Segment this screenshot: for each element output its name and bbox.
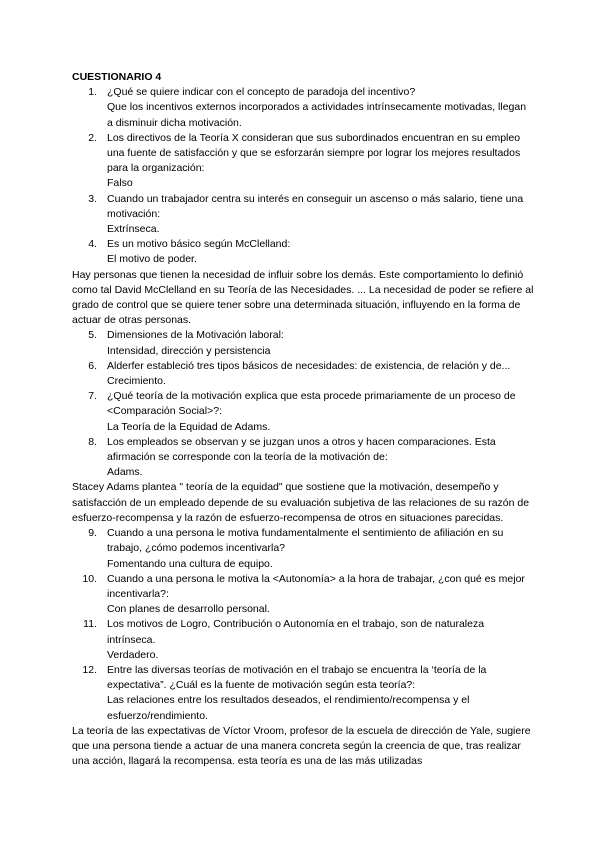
question-item <box>72 526 534 572</box>
question-text: Los directivos de la Teoría X consideran que sus subordinados encuentran en su empleo una fuente de satisfacción y que se esforzarán siempre por lograr los mejores resultados para la organización: <box>107 131 521 175</box>
question-number: 3. <box>88 192 97 205</box>
question-text: Dimensiones de la Motivación laboral: <box>107 329 284 342</box>
answer-text: Que los incentivos externos incorporados a actividades intrínsecamente motivadas, llegan a disminuir dicha motivación. <box>107 101 527 129</box>
question-text: Cuando a una persona le motiva fundamentalmente el sentimiento de afiliación en su trabajo, ¿cómo podemos incentivarla? <box>107 527 504 555</box>
question-number: 6. <box>88 359 97 372</box>
question-item <box>72 85 534 131</box>
answer-text: Intensidad, dirección y persistencia <box>107 344 271 357</box>
question-item <box>72 131 534 192</box>
question-item <box>72 359 534 389</box>
question-number: 12. <box>82 663 97 676</box>
question-number: 8. <box>88 435 97 448</box>
question-text: Alderfer estableció tres tipos básicos de necesidades: de existencia, de relación y de... <box>107 359 511 372</box>
question-text: Cuando un trabajador centra su interés en conseguir un ascenso o más salario, tiene una motivación: <box>107 192 524 220</box>
question-item <box>72 389 534 435</box>
question-number: 7. <box>88 390 97 403</box>
question-number: 1. <box>88 86 97 99</box>
question-text: Cuando a una persona le motiva la <Autonomía> a la hora de trabajar, ¿con qué es mejor incentivarla?: <box>107 572 525 600</box>
question-number: 4. <box>88 238 97 251</box>
question-text: ¿Qué teoría de la motivación explica que esta procede primariamente de un proceso de <Comparación Social>?: <box>107 390 516 418</box>
answer-text: Verdadero. <box>107 648 159 661</box>
vroom-paragraph: La teoría de las expectativas de Víctor Vroom, profesor de la escuela de dirección de Yale, sugiere que una persona tiende a actuar de una manera concreta según la creencia de que, tras realizar una acción, llagará la recompensa. esta teoría es una de las más utilizadas <box>72 724 531 768</box>
answer-text: Crecimiento. <box>107 375 166 388</box>
answer-text: Falso <box>107 177 133 190</box>
question-item <box>72 617 534 663</box>
answer-text: Fomentando una cultura de equipo. <box>107 557 273 570</box>
answer-text: Con planes de desarrollo personal. <box>107 603 270 616</box>
question-number: 11. <box>83 618 97 631</box>
adams-paragraph: Stacey Adams plantea " teoría de la equidad" que sostiene que la motivación, desempeño y satisfacción de un empleado depende de su evaluación subjetiva de las relaciones de su razón de esfuerzo-recompensa y la razón de esfuerzo-recompensa de otros en situaciones parecidas. <box>72 481 530 524</box>
answer-text: El motivo de poder. <box>107 253 197 266</box>
question-text: Los empleados se observan y se juzgan unos a otros y hacen comparaciones. Esta afirmación se corresponde con la teoría de la motivación de: <box>107 435 496 464</box>
question-number: 9. <box>88 527 97 540</box>
question-text: Entre las diversas teorías de motivación en el trabajo se encuentra la ‘teoría de la expectativa”. ¿Cuál es la fuente de motivación según esta teoría?: <box>107 663 487 692</box>
answer-text: Extrínseca. <box>107 223 160 236</box>
mcclelland-paragraph: Hay personas que tienen la necesidad de influir sobre los demás. Este comportamiento lo definió como tal David McClelland en su Teoría de las Necesidades. ... La necesidad de poder se refiere al grado de control que se quiere tener sobre una determinada situación, influyendo en la forma de actuar de otras personas. <box>72 268 534 327</box>
answer-text: La Teoría de la Equidad de Adams. <box>107 420 271 433</box>
question-item <box>72 572 534 618</box>
page-title: CUESTIONARIO 4 <box>72 71 162 83</box>
question-item <box>72 192 534 238</box>
question-text: Es un motivo básico según McClelland: <box>107 238 291 251</box>
question-item <box>72 237 534 267</box>
question-item <box>72 328 534 358</box>
question-text: Los motivos de Logro, Contribución o Autonomía en el trabajo, son de naturaleza intrínseca. <box>107 618 485 646</box>
question-item <box>72 435 534 481</box>
question-number: 10. <box>82 572 97 585</box>
answer-text: Adams. <box>107 466 143 479</box>
question-number: 5. <box>88 329 97 342</box>
question-item <box>72 663 534 724</box>
question-number: 2. <box>88 131 97 144</box>
answer-text: Las relaciones entre los resultados deseados, el rendimiento/recompensa y el esfuerzo/rendimiento. <box>107 694 470 722</box>
question-text: ¿Qué se quiere indicar con el concepto de paradoja del incentivo? <box>107 86 416 99</box>
document-page <box>72 70 534 769</box>
